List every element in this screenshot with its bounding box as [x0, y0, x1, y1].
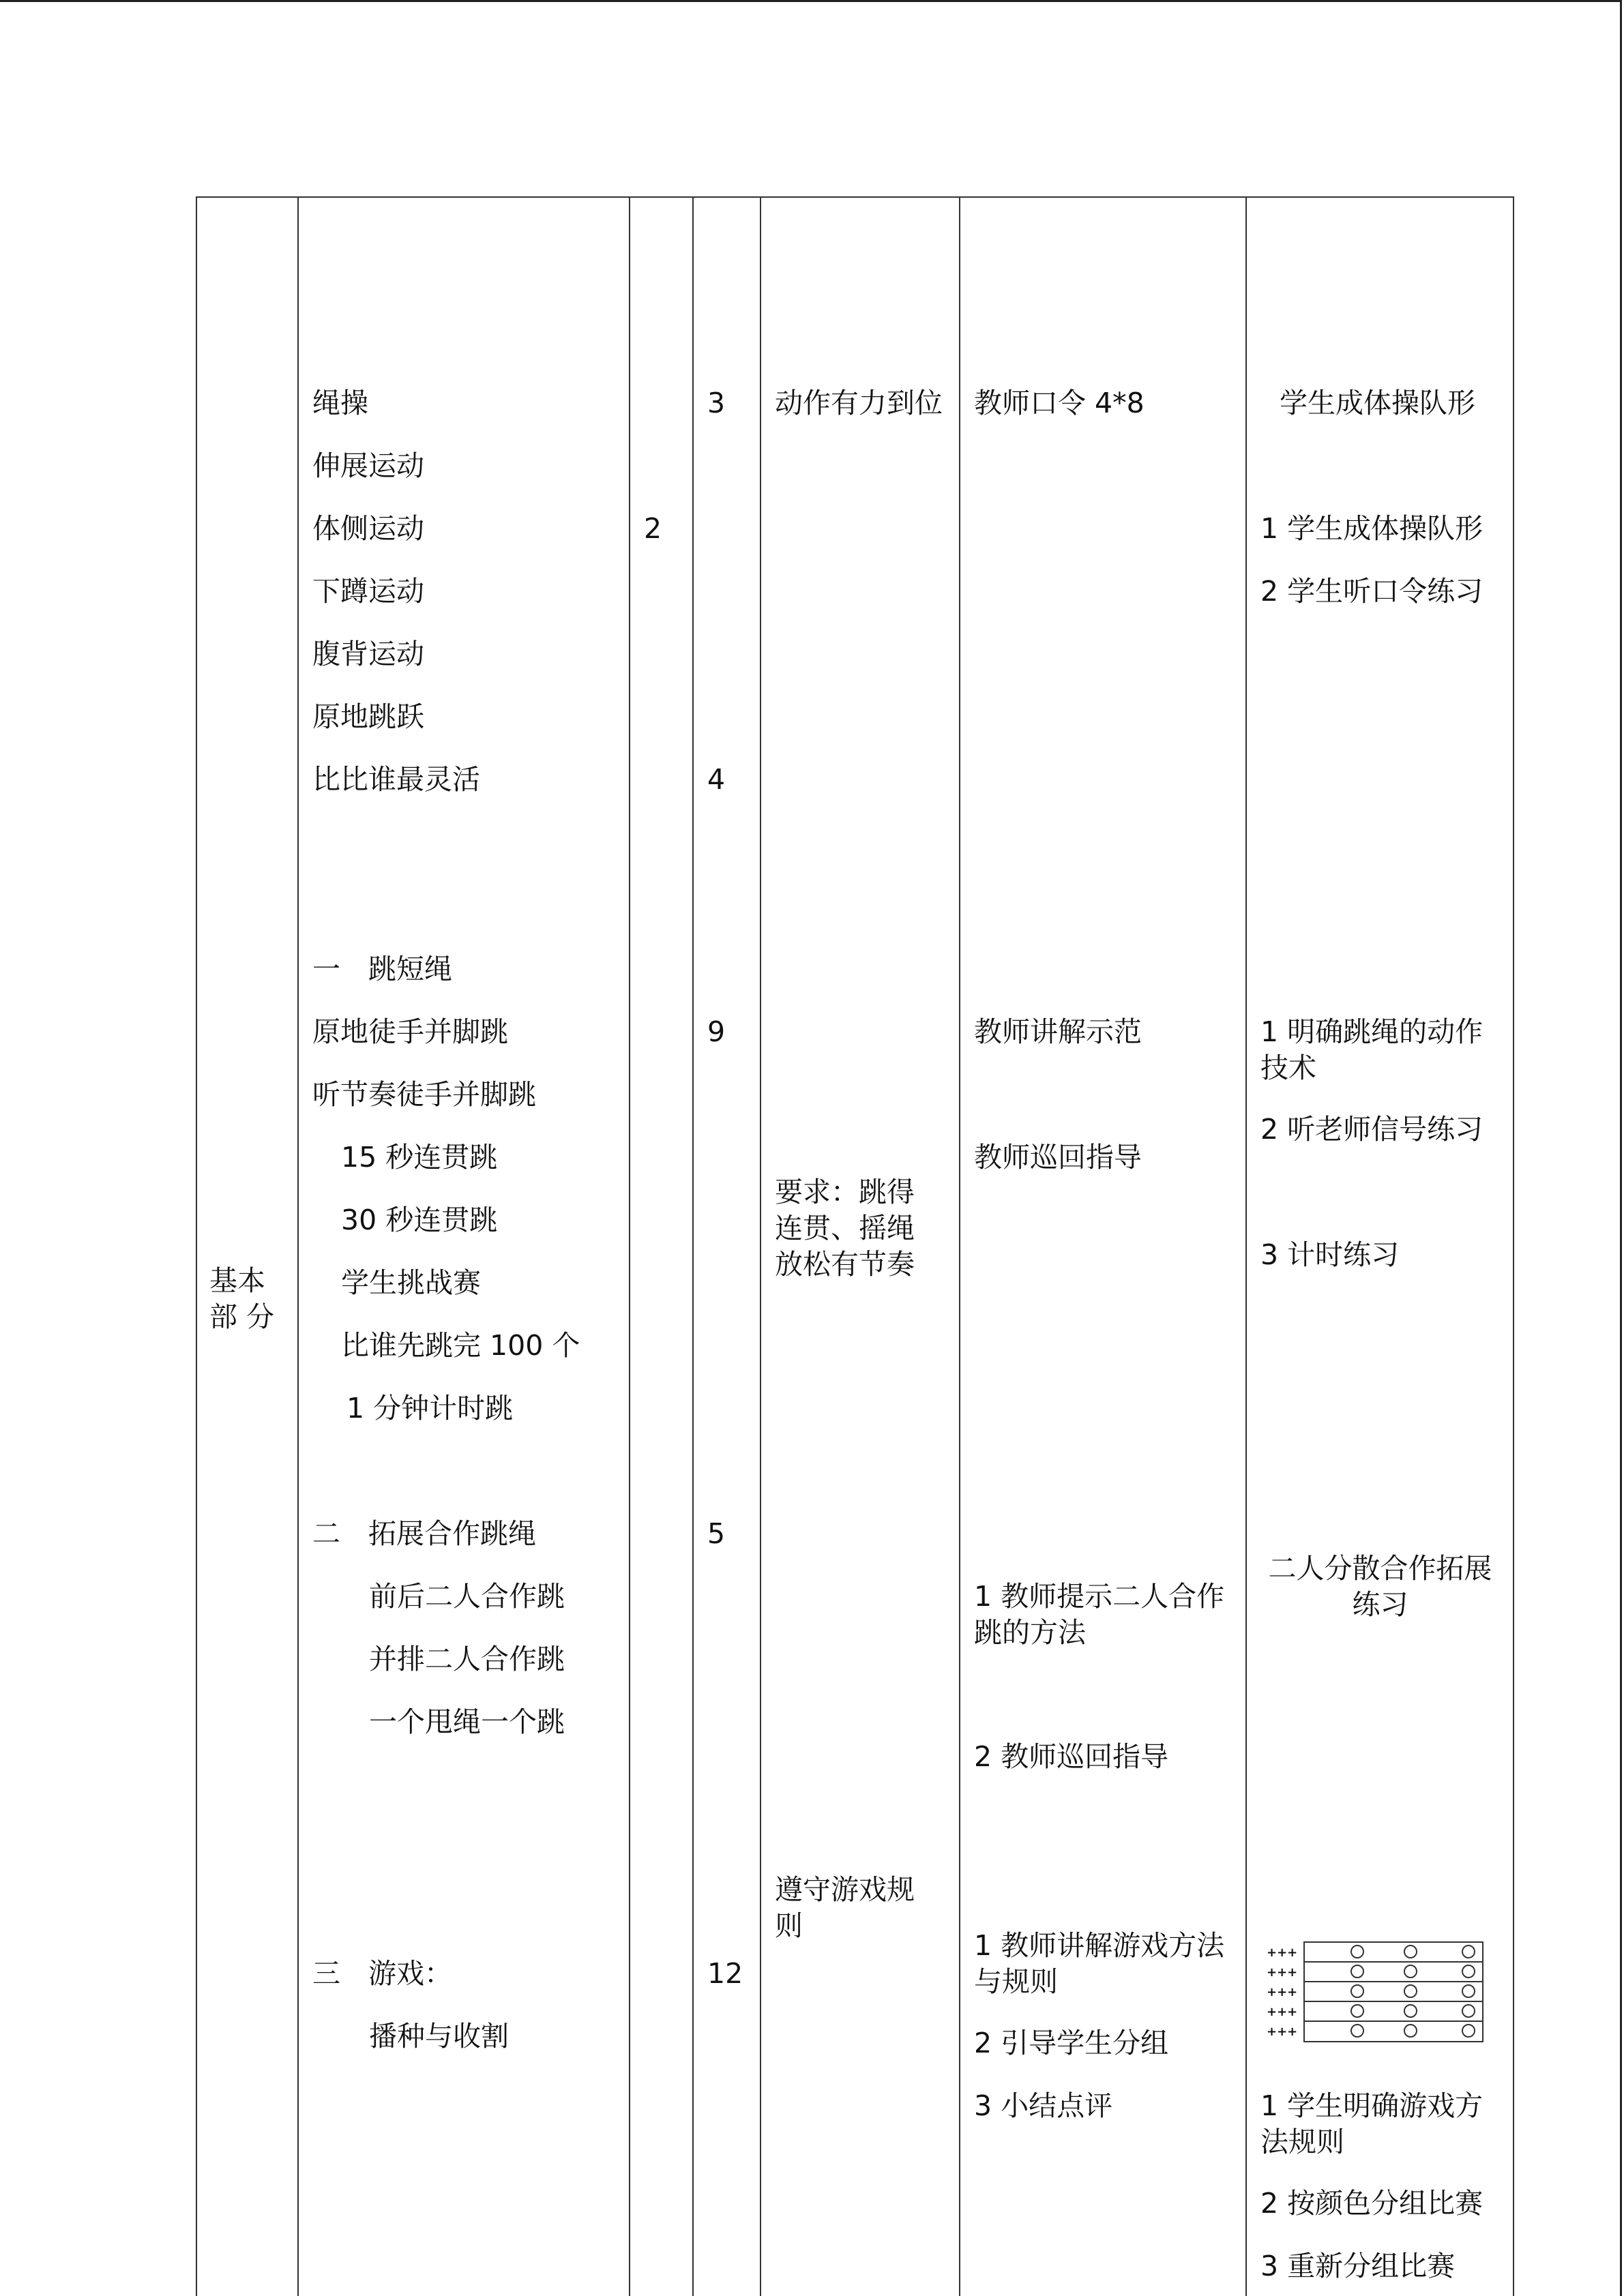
requirement-text: 要求：跳得连贯、摇绳放松有节奏 — [775, 1176, 915, 1281]
student-text: 二人分散合作拓展练习 — [1268, 1552, 1492, 1621]
column-divider — [760, 196, 761, 2296]
part1-title: 一 跳短绳 — [312, 953, 452, 985]
warmup-item: 下蹲运动 — [312, 575, 424, 608]
part1-item: 听节奏徒手并脚跳 — [312, 1078, 536, 1111]
diagram-marker: +++ — [1267, 1965, 1298, 1980]
column-d-value: 3 — [707, 387, 726, 419]
part1-item: 比谁先跳完 100 个 — [341, 1329, 580, 1362]
column-d-value: 5 — [707, 1517, 726, 1550]
warmup-item: 腹背运动 — [312, 638, 424, 670]
student-text: 3 重新分组比赛 — [1260, 2250, 1456, 2282]
teacher-text: 3 小结点评 — [974, 2089, 1113, 2122]
teacher-text: 教师巡回指导 — [974, 1141, 1142, 1174]
part1-item: 15 秒连贯跳 — [341, 1141, 498, 1174]
warmup-item: 比比谁最灵活 — [312, 763, 480, 796]
part1-item: 30 秒连贯跳 — [341, 1204, 498, 1236]
part1-item: 原地徒手并脚跳 — [312, 1015, 508, 1048]
warmup-item: 绳操 — [312, 387, 368, 419]
teacher-text: 2 教师巡回指导 — [974, 1740, 1169, 1773]
student-text: 2 按颜色分组比赛 — [1260, 2187, 1483, 2220]
requirement-text: 遵守游戏规则 — [775, 1873, 915, 1942]
teacher-text: 1 教师提示二人合作跳的方法 — [974, 1580, 1225, 1649]
column-d-value: 12 — [707, 1957, 743, 1990]
teacher-text: 教师口令 4*8 — [974, 387, 1145, 419]
teacher-text: 2 引导学生分组 — [974, 2027, 1169, 2059]
part3-item: 播种与收割 — [369, 2020, 509, 2053]
column-divider — [692, 196, 694, 2296]
student-text: 学生成体操队形 — [1280, 387, 1475, 419]
part2-item: 并排二人合作跳 — [369, 1643, 565, 1675]
section-label: 基本 部 分 — [209, 1264, 275, 1333]
part2-item: 前后二人合作跳 — [369, 1580, 565, 1613]
student-text: 1 学生明确游戏方法规则 — [1260, 2089, 1483, 2158]
warmup-item: 原地跳跃 — [312, 700, 424, 733]
diagram-marker: +++ — [1267, 1945, 1298, 1960]
column-divider — [629, 196, 630, 2296]
student-text: 1 学生成体操队形 — [1260, 512, 1483, 545]
column-d-value: 9 — [707, 1015, 726, 1048]
warmup-item: 伸展运动 — [312, 449, 424, 482]
warmup-item: 体侧运动 — [312, 512, 424, 545]
column-divider — [1245, 196, 1247, 2296]
game-formation-diagram — [1265, 1938, 1483, 2047]
diagram-marker: +++ — [1267, 2025, 1298, 2039]
column-divider — [297, 196, 299, 2296]
column-c-value: 2 — [644, 512, 662, 545]
student-text: 1 明确跳绳的动作技术 — [1260, 1015, 1483, 1084]
part1-item: 1 分钟计时跳 — [346, 1392, 514, 1425]
student-text: 3 计时练习 — [1260, 1238, 1400, 1271]
part2-item: 一个甩绳一个跳 — [369, 1705, 565, 1738]
requirement-text: 动作有力到位 — [775, 387, 943, 419]
diagram-marker: +++ — [1267, 1985, 1298, 1999]
column-divider — [959, 196, 960, 2296]
part3-title: 三 游戏： — [312, 1957, 452, 1990]
student-text: 2 学生听口令练习 — [1260, 575, 1483, 608]
diagram-marker: +++ — [1267, 2005, 1298, 2019]
teacher-text: 教师讲解示范 — [974, 1015, 1142, 1048]
part1-item: 学生挑战赛 — [341, 1266, 481, 1299]
column-d-value: 4 — [707, 763, 726, 796]
part2-title: 二 拓展合作跳绳 — [312, 1517, 536, 1550]
student-text: 2 听老师信号练习 — [1260, 1113, 1483, 1146]
teacher-text: 1 教师讲解游戏方法与规则 — [974, 1929, 1225, 1998]
